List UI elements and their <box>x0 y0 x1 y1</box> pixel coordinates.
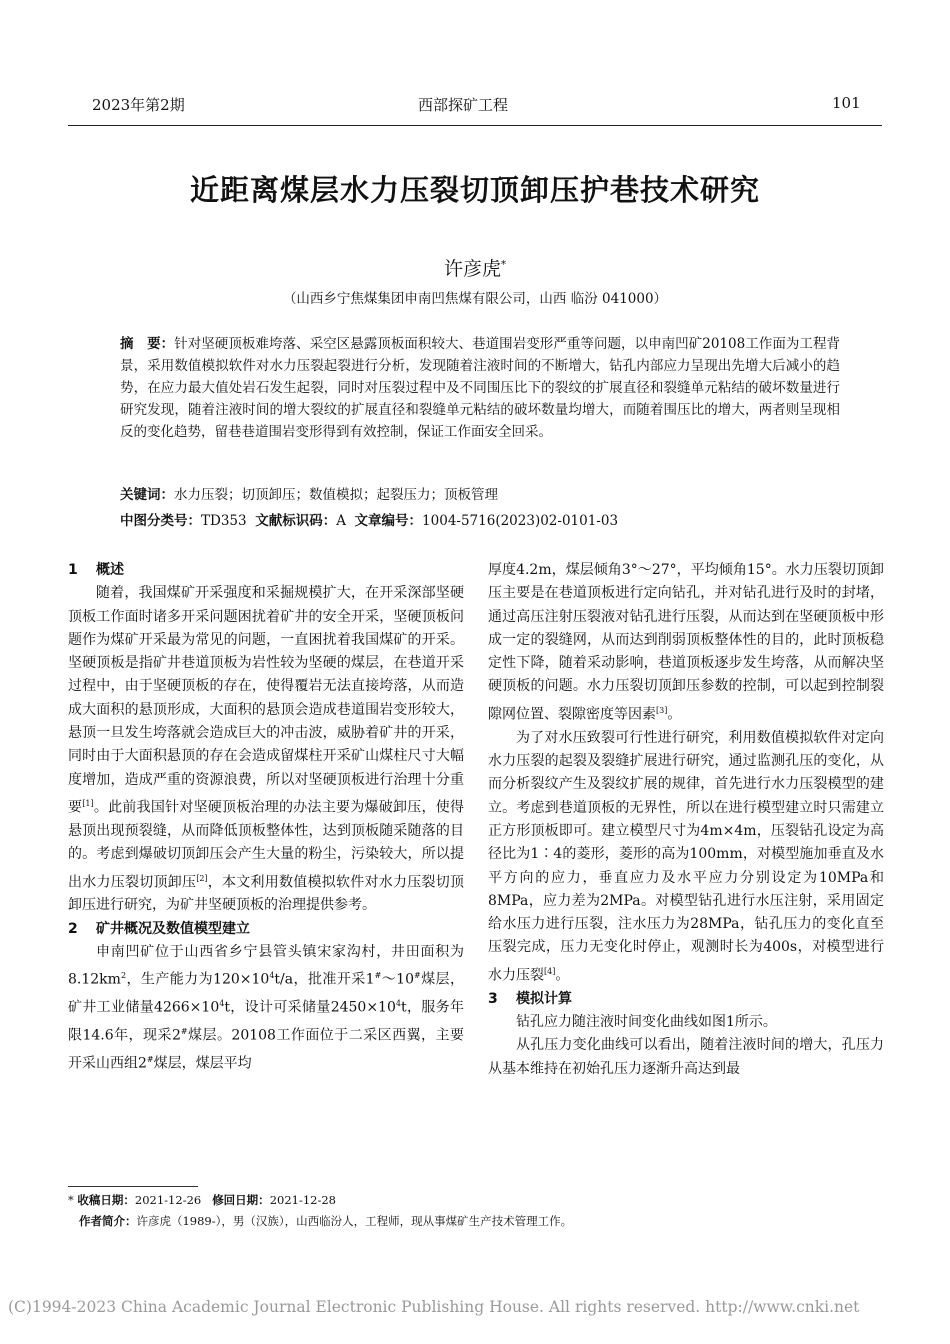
citation-3: [3] <box>656 705 668 715</box>
citation-2: [2] <box>196 873 208 883</box>
text-run: 厚度4.2m，煤层倾角3°～27°，平均倾角15°。水力压裂切顶卸压主要是在巷道顶板进行定向钻孔，并对钻孔进行及时的封堵，通过高压注射压裂液对钻孔进行压裂，从而达到在坚硬顶板中形成一定的裂缝网，从而达到削弱顶板整体性的目的，此时顶板稳定性下降，随着采动影响，巷道顶板逐步发生垮落，从而解决坚硬顶板的问题。水力压裂切顶卸压参数的控制，可以起到控制裂隙网位置、裂隙密度等因素 <box>488 562 884 723</box>
doc-value: A <box>336 513 346 529</box>
footnote-dates <box>68 1191 882 1209</box>
text-run: 煤层。20108工作面位于二采区西翼，主要开采山西组2 <box>68 1027 464 1072</box>
received-label: 收稿日期： <box>77 1193 135 1207</box>
abstract-label: 摘 要： <box>120 336 175 352</box>
text-run: 。 <box>555 967 570 984</box>
text-run: t，服务年限14.6年，现采2 <box>68 999 464 1044</box>
keywords-label: 关键词： <box>120 487 174 503</box>
text-run: ，本文利用数值模拟软件对水力压裂切顶卸压进行研究，为矿井坚硬顶板的治理提供参考。 <box>68 874 464 914</box>
text-run: t，设计可采储量2450×10 <box>224 999 396 1016</box>
author-name: 许彦虎 <box>443 258 501 280</box>
text-run: 煤层，矿井工业储量4266×10 <box>68 972 464 1016</box>
section-3-heading <box>488 988 884 1011</box>
section-2-continued-paragraph <box>488 559 884 727</box>
section-2-number: 2 <box>68 920 78 937</box>
text-run: ～10 <box>381 972 414 989</box>
section-2-title: 矿井概况及数值模型建立 <box>96 920 250 937</box>
text-run: 申南凹矿位于山西省乡宁县管头镇宋家沟村，井田面积为8.12km <box>68 944 464 989</box>
classification-line <box>120 510 840 532</box>
revised-date: 2021-12-28 <box>269 1193 336 1207</box>
footnote-divider <box>68 1186 198 1187</box>
section-1-heading <box>68 559 464 582</box>
section-3-number: 3 <box>488 990 498 1007</box>
footnote-author-bio <box>68 1212 882 1230</box>
keywords <box>120 484 840 506</box>
section-3-title: 模拟计算 <box>516 990 572 1007</box>
copyright-footer: (C)1994-2023 China Academic Journal Electronic Publishing House. All rights reserved. http://www.cnki.net <box>8 1298 860 1316</box>
header-journal: 西部探矿工程 <box>418 96 509 114</box>
footnote-mark: * <box>68 1193 74 1207</box>
author-mark: * <box>501 259 506 271</box>
clc-value: TD353 <box>201 513 247 529</box>
section-2-heading <box>68 918 464 941</box>
section-2-paragraph <box>68 941 464 1076</box>
revised-label: 修回日期： <box>212 1193 270 1207</box>
keywords-text: 水力压裂；切顶卸压；数值模拟；起裂压力；顶板管理 <box>174 487 498 503</box>
superscript: 4 <box>219 999 225 1009</box>
citation-4: [4] <box>544 966 556 976</box>
text-run: 煤层，煤层平均 <box>153 1055 252 1072</box>
bio-text: 许彦虎（1989-），男（汉族），山西临汾人，工程师，现从事煤矿生产技术管理工作。 <box>136 1214 573 1228</box>
section-3-paragraph-1: 钻孔应力随注液时间变化曲线如图1所示。 <box>516 1013 777 1030</box>
header-page-number: 101 <box>832 94 861 112</box>
section-3-paragraph-2: 从孔压力变化曲线可以看出，随着注液时间的增大，孔压力从基本维持在初始孔压力逐渐升高达到最 <box>488 1037 884 1077</box>
article-title: 近距离煤层水力压裂切顶卸压护巷技术研究 <box>189 173 760 207</box>
article-no-value: 1004-5716(2023)02-0101-03 <box>422 513 619 529</box>
text-run: 。 <box>667 706 682 723</box>
text-run: ，生产能力为120×10 <box>126 972 270 989</box>
article-no-label: 文章编号： <box>354 513 423 529</box>
text-run: 。此前我国针对坚硬顶板治理的办法主要为爆破卸压，使得悬顶出现预裂缝，从而降低顶板整体性，达到顶板随采随落的目的。考虑到爆破切顶卸压会产生大量的粉尘，污染较大，所以提出水力压裂切顶卸压 <box>68 799 465 891</box>
text-run: 随着，我国煤矿开采强度和采掘规模扩大，在开采深部坚硬顶板工作面时诸多开采问题困扰着矿井的安全开采，坚硬顶板问题作为煤矿开采最为常见的问题，一直困扰着我国煤矿的开采。坚硬顶板是指矿井巷道顶板为岩性较为坚硬的煤层，在巷道开采过程中，由于坚硬顶板的存在，使得覆岩无法直接垮落，从而造成大面积的悬顶形成，大面积的悬顶会造成巷道围岩变形较大，悬顶一旦发生垮落就会造成巨大的冲击波，威胁着矿井的开采，同时由于大面积悬顶的存在会造成留煤柱开采矿山煤柱尺寸大幅度增加，造成严重的资源浪费，所以对坚硬顶板进行治理十分重要 <box>68 585 464 816</box>
section-1-number: 1 <box>68 562 78 578</box>
superscript: # <box>413 971 421 981</box>
header-issue: 2023年第2期 <box>92 96 185 114</box>
doc-label: 文献标识码： <box>255 513 337 529</box>
right-column <box>488 559 884 1081</box>
superscript: 4 <box>269 971 275 981</box>
superscript: 2 <box>120 971 127 981</box>
left-column <box>68 559 464 1076</box>
superscript: # <box>146 1055 154 1065</box>
bio-label: 作者简介： <box>78 1214 137 1228</box>
header-divider <box>68 125 882 126</box>
text-run: t/a，批准开采1 <box>274 972 375 989</box>
citation-1: [1] <box>82 798 94 808</box>
superscript: # <box>374 971 382 981</box>
author <box>0 254 950 281</box>
abstract <box>120 333 840 443</box>
received-date: 2021-12-26 <box>134 1193 202 1207</box>
affiliation: （山西乡宁焦煤集团申南凹焦煤有限公司，山西 临汾 041000） <box>282 291 668 307</box>
section-1-paragraph <box>68 582 464 917</box>
clc-label: 中图分类号： <box>120 513 201 529</box>
model-paragraph <box>488 727 884 988</box>
section-1-title: 概述 <box>96 562 124 578</box>
superscript: 4 <box>395 999 401 1009</box>
superscript: # <box>180 1027 188 1037</box>
text-run: 为了对水压致裂可行性进行研究，利用数值模拟软件对定向水力压裂的起裂及裂缝扩展进行研究，通过监测孔压的变化，从而分析裂纹产生及裂纹扩展的规律，首先进行水力压裂模型的建立。考虑到巷道顶板的无界性，所以在进行模型建立时只需建立正方形顶板即可。建立模型尺寸为4m×4m，压裂钻孔设定为高径比为1∶4的菱形，菱形的高为100mm，对模型施加垂直及水平方向的应力，垂直应力及水平应力分别设定为10MPa和8MPa，应力差为2MPa。对模型钻孔进行水压注射，采用固定给水压力进行压裂，注水压力为28MPa，钻孔压力的变化直至压裂完成，压力无变化时停止，观测时长为400s，对模型进行水力压裂 <box>488 729 884 984</box>
abstract-text: 针对坚硬顶板难垮落、采空区悬露顶板面积较大、巷道围岩变形严重等问题，以申南凹矿20108工作面为工程背景，采用数值模拟软件对水力压裂起裂进行分析，发现随着注液时间的不断增大，钻孔内部应力呈现出先增大后减小的趋势，在应力最大值处岩石发生起裂，同时对压裂过程中及不同围压比下的裂纹的扩展直径和裂缝单元粘结的破坏数量进行研究发现，随着注液时间的增大裂纹的扩展直径和裂缝单元粘结的破坏数量均增大，而随着围压比的增大，两者则呈现相反的变化趋势，留巷巷道围岩变形得到有效控制，保证工作面安全回采。 <box>120 336 840 440</box>
